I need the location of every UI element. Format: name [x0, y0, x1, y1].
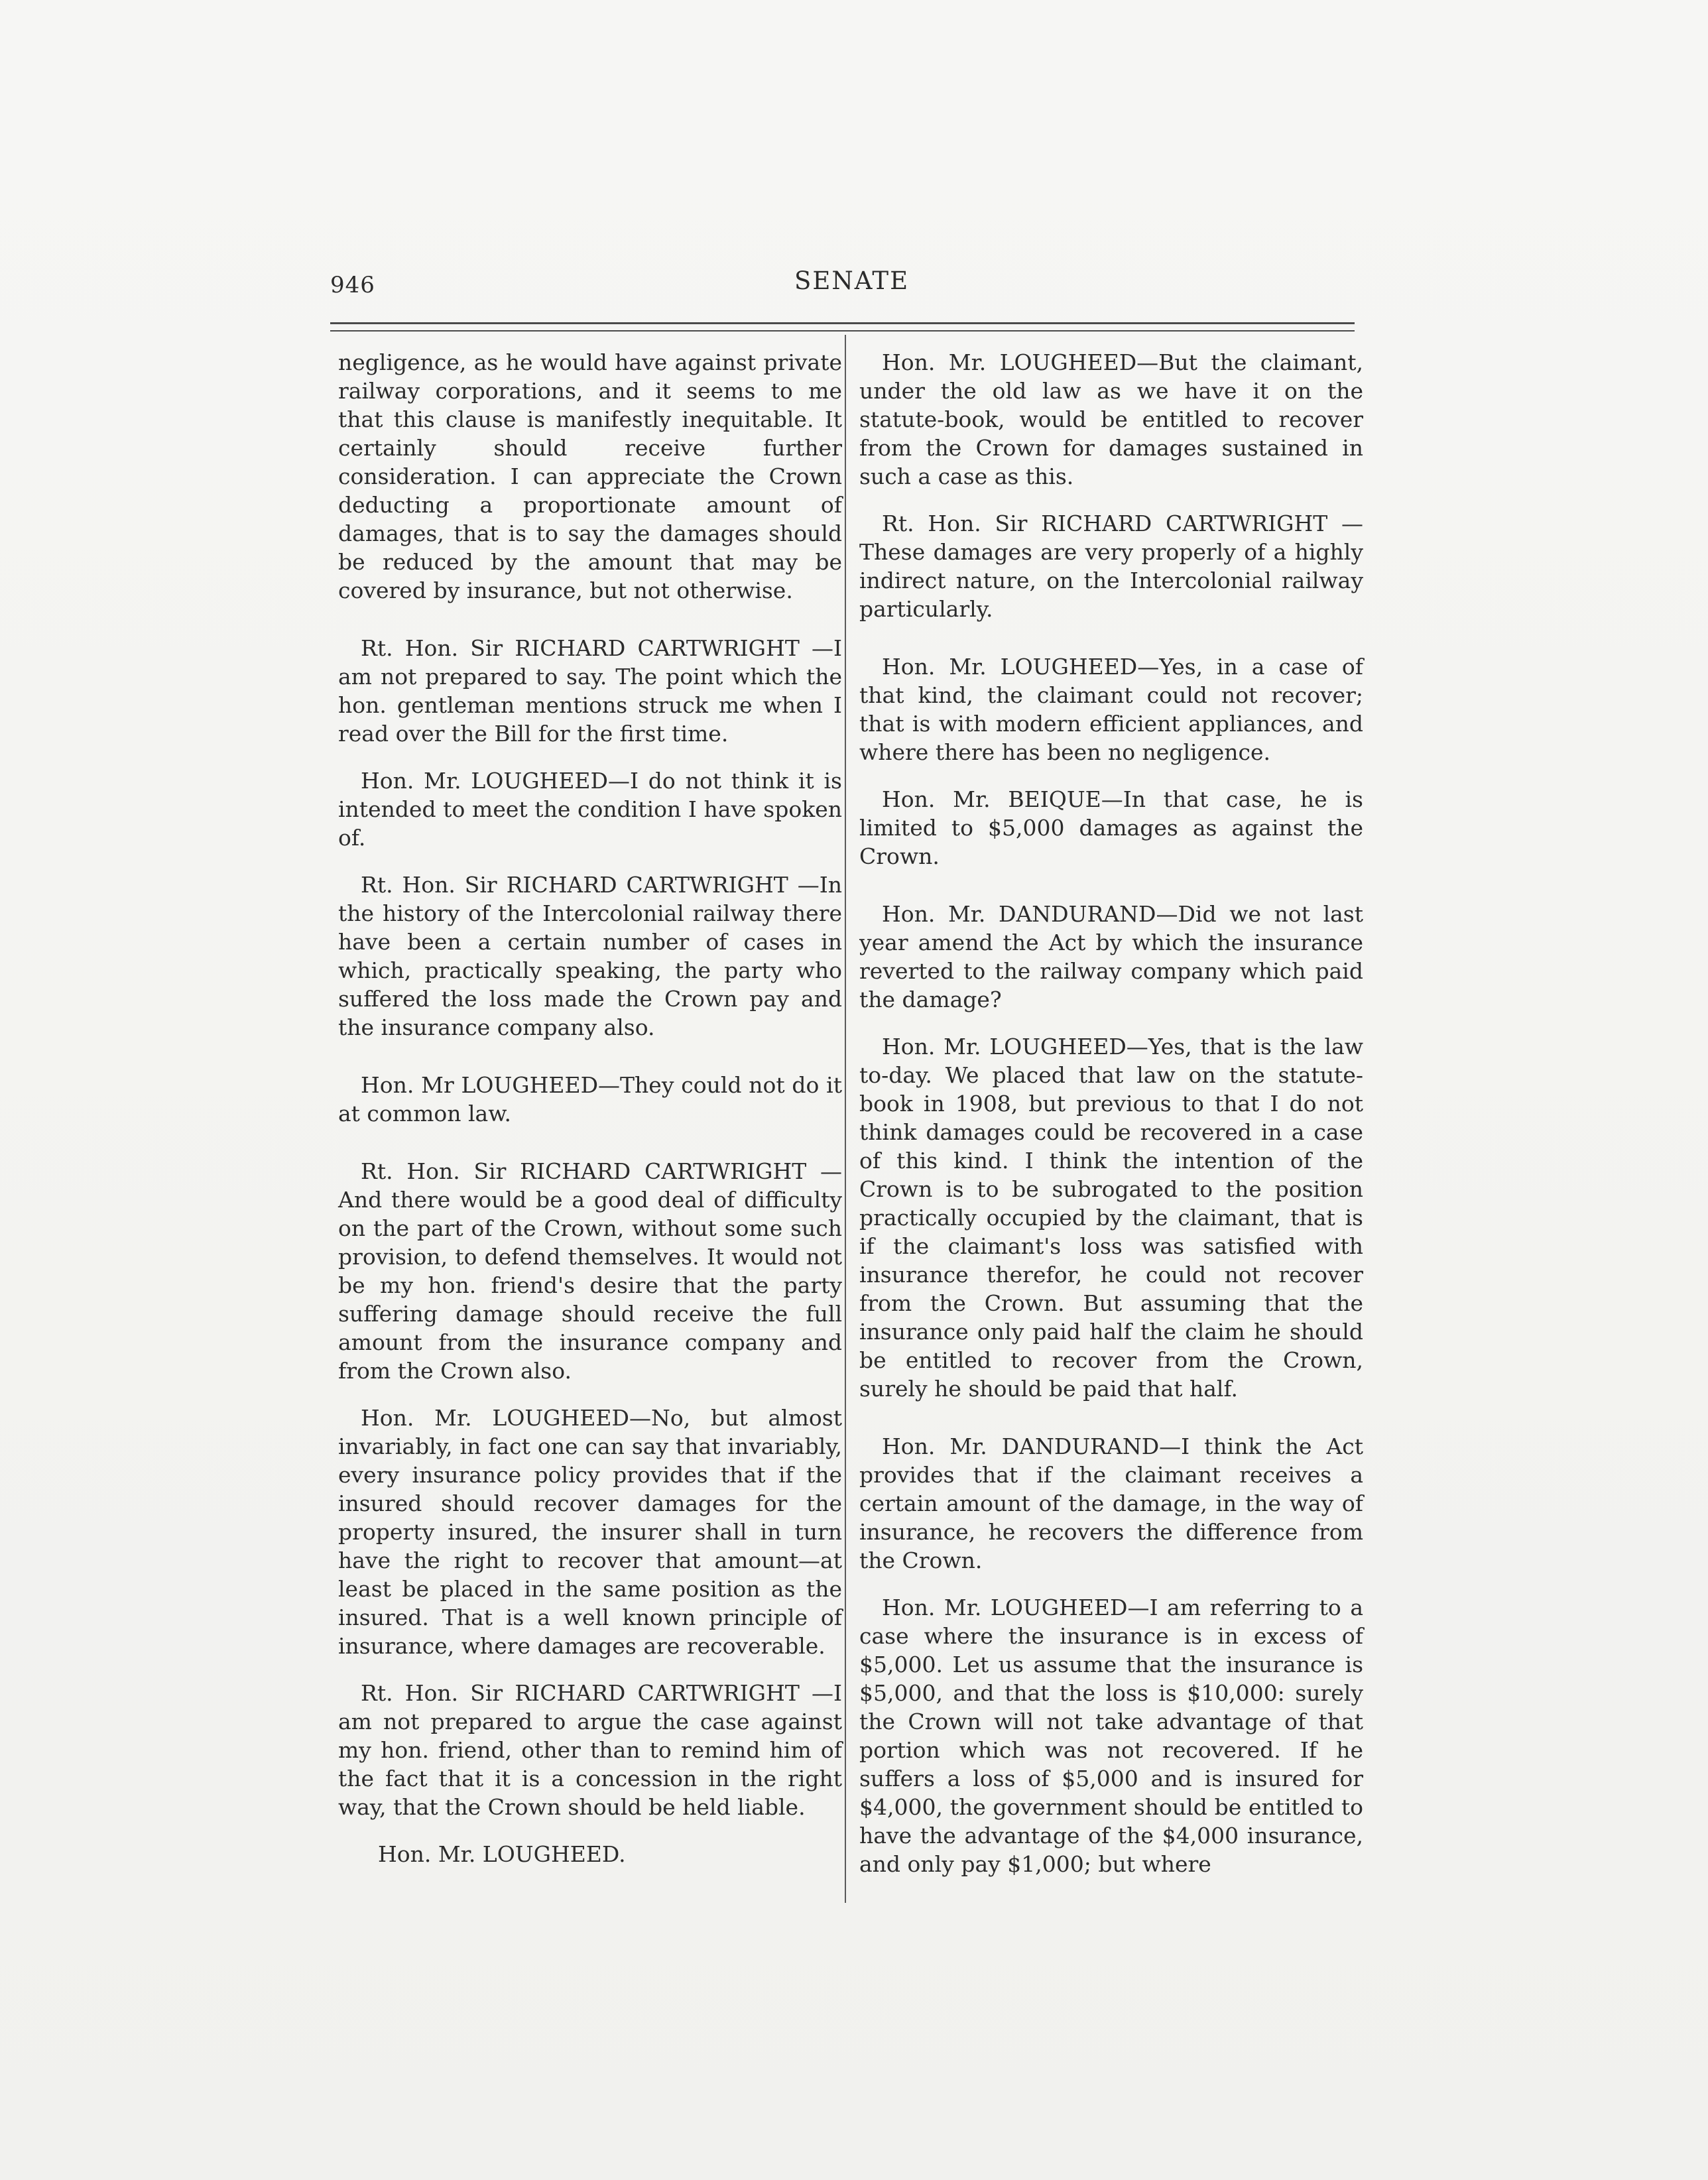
right-column	[859, 348, 1363, 1897]
paragraph: Rt. Hon. Sir RICHARD CARTWRIGHT —In the history of the Intercolonial railway there have been a certain number of cases in which, practically speaking, the party who suffered the loss made the Crown pay and the insurance company also.	[338, 872, 842, 1040]
paragraph: Hon. Mr. BEIQUE—In that case, he is limited to $5,000 damages as against the Crown.	[859, 786, 1363, 869]
paragraph: Hon. Mr. LOUGHEED—Yes, in a case of that kind, the claimant could not recover; that is with modern efficient appliances, and where there has been no negligence.	[859, 654, 1363, 765]
header-rule-top	[330, 322, 1355, 324]
header-rule-bottom	[330, 330, 1355, 332]
paragraph: Rt. Hon. Sir RICHARD CARTWRIGHT —I am not prepared to say. The point which the hon. gentleman mentions struck me when I read over the Bill for the first time.	[338, 635, 842, 747]
column-divider	[845, 335, 846, 1903]
running-title: SENATE	[794, 267, 910, 295]
paragraph: Hon. Mr. DANDURAND—I think the Act provides that if the claimant receives a certain amount of the damage, in the way of insurance, he recovers the difference from the Crown.	[859, 1433, 1363, 1573]
paragraph: Rt. Hon. Sir RICHARD CARTWRIGHT —I am not prepared to argue the case against my hon. friend, other than to remind him of the fact that it is a concession in the right way, that the Crown should be held liable.	[338, 1680, 842, 1820]
page-number: 946	[330, 272, 375, 298]
paragraph: Rt. Hon. Sir RICHARD CARTWRIGHT —And there would be a good deal of difficulty on the part of the Crown, without some such provision, to defend themselves. It would not be my hon. friend's desire that the party suffering damage should receive the full amount from the insurance company and from the Crown also.	[338, 1158, 842, 1384]
footer-speaker-name: Hon. Mr. LOUGHEED.	[378, 1841, 626, 1867]
left-column	[338, 348, 842, 1887]
paragraph: Hon. Mr. DANDURAND—Did we not last year amend the Act by which the insurance reverted to the railway company which paid the damage?	[859, 901, 1363, 1012]
paragraph: Hon. Mr. LOUGHEED—Yes, that is the law to-day. We placed that law on the statute-book in 1908, but previous to that I do not think damages could be recovered in a case of this kind. I think the intention of the Crown is to be subrogated to the position practically occupied by the claimant, that is if the claimant's loss was satisfied with insurance therefor, he could not recover from the Crown. But assuming that the insurance only paid half the claim he should be entitled to recover from the Crown, surely he should be paid that half.	[859, 1034, 1363, 1402]
paragraph: Rt. Hon. Sir RICHARD CARTWRIGHT —These damages are very properly of a highly indirect nature, on the Intercolonial railway particularly.	[859, 511, 1363, 622]
paragraph: negligence, as he would have against private railway corporations, and it seems to me that this clause is manifestly inequitable. It certainly should receive further consideration. I can appreciate the Crown deducting a proportionate amount of damages, that is to say the damages should be reduced by the amount that may be covered by insurance, but not otherwise.	[338, 349, 842, 603]
paragraph: Hon. Mr. LOUGHEED—But the claimant, under the old law as we have it on the statute-book, would be entitled to recover from the Crown for damages sustained in such a case as this.	[859, 349, 1363, 489]
page-header	[330, 264, 1355, 304]
paragraph: Hon. Mr. LOUGHEED—I do not think it is intended to meet the condition I have spoken of.	[338, 768, 842, 851]
paragraph: Hon. Mr. LOUGHEED—I am referring to a case where the insurance is in excess of $5,000. Let us assume that the insurance is $5,000, and that the loss is $10,000: surely the Crown will not take advantage of that portion which was not recovered. If he suffers a loss of $5,000 and is insured for $4,000, the government should be entitled to have the advantage of the $4,000 insurance, and only pay $1,000; but where	[859, 1595, 1363, 1877]
paragraph: Hon. Mr LOUGHEED—They could not do it at common law.	[338, 1072, 842, 1126]
paragraph: Hon. Mr. LOUGHEED—No, but almost invariably, in fact one can say that invariably, every insurance policy provides that if the insured should recover damages for the property insured, the insurer shall in turn have the right to recover that amount—at least be placed in the same position as the insured. That is a well known principle of insurance, where damages are recoverable.	[338, 1405, 842, 1659]
